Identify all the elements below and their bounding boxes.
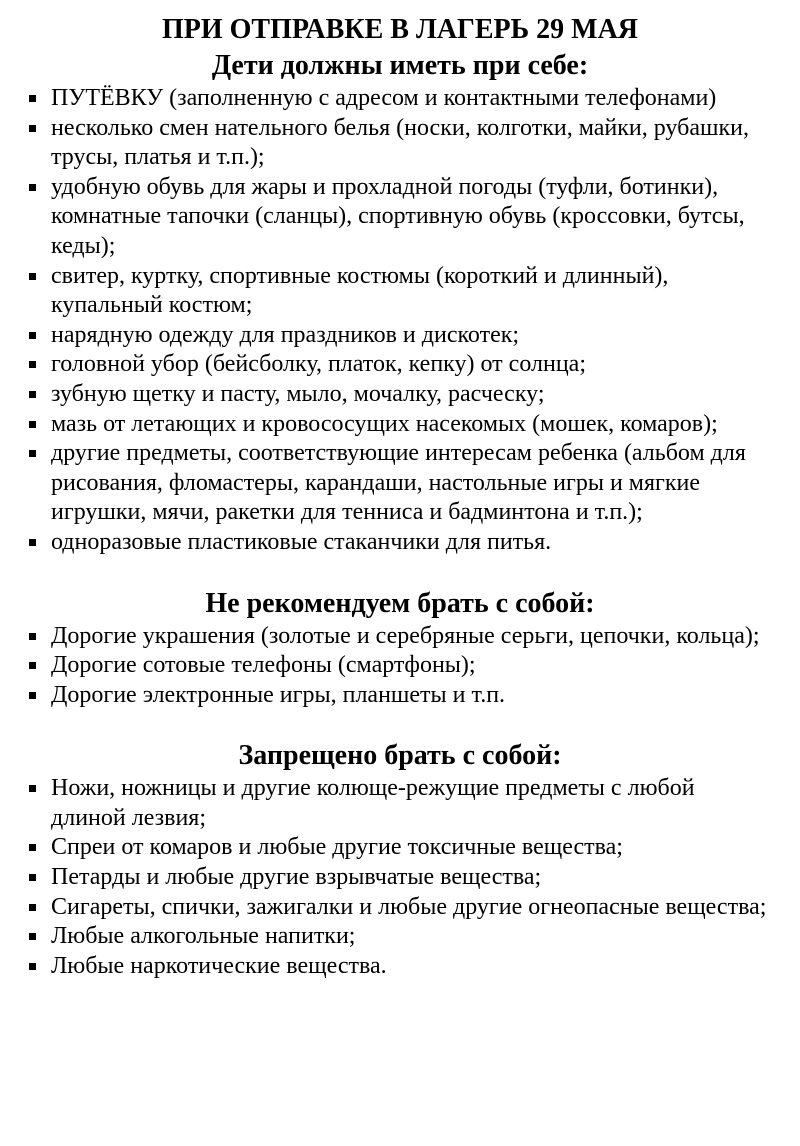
list-item-text: одноразовые пластиковые стаканчики для питья. <box>51 528 552 555</box>
list-item-text: нарядную одежду для праздников и дискотек; <box>51 321 520 348</box>
list-item-text: Дорогие сотовые телефоны (смартфоны); <box>51 652 476 679</box>
square-bullet-icon <box>29 184 36 191</box>
list-item-text: несколько смен нательного белья (носки, колготки, майки, рубашки, трусы, платья и т.п.); <box>51 114 749 171</box>
list-item <box>28 439 772 528</box>
list-item <box>28 173 772 262</box>
list-item-text: Ножи, ножницы и другие колюще-режущие предметы с любой длиной лезвия; <box>51 775 695 831</box>
section-heading-forbidden: Запрещено брать с собой: <box>238 740 562 772</box>
list-item <box>28 321 772 351</box>
forbidden-list <box>28 774 772 981</box>
list-item <box>28 681 772 711</box>
list-item-text: Петарды и любые другие взрывчатые вещества; <box>51 864 542 891</box>
list-item-text: удобную обувь для жары и прохладной погоды (туфли, ботинки), комнатные тапочки (сланцы), спортивную обувь (кроссовки, бутсы, кеды); <box>51 173 745 259</box>
square-bullet-icon <box>29 273 36 280</box>
section-heading-not-recommended: Не рекомендуем брать с собой: <box>205 587 595 619</box>
list-item <box>28 774 772 833</box>
list-item <box>28 84 772 114</box>
list-item-text: мазь от летающих и кровососущих насекомых (мошек, комаров); <box>51 410 718 437</box>
square-bullet-icon <box>29 539 36 546</box>
list-item-text: Спреи от комаров и любые другие токсичные вещества; <box>51 834 623 861</box>
page-title: ПРИ ОТПРАВКЕ В ЛАГЕРЬ 29 МАЯ <box>161 14 639 45</box>
square-bullet-icon <box>29 785 36 792</box>
list-item <box>28 350 772 380</box>
square-bullet-icon <box>29 95 36 102</box>
list-item <box>28 651 772 681</box>
square-bullet-icon <box>29 874 36 881</box>
square-bullet-icon <box>29 450 36 457</box>
list-item <box>28 528 772 558</box>
list-item <box>28 380 772 410</box>
list-item-text: зубную щетку и пасту, мыло, мочалку, расческу; <box>51 380 545 407</box>
list-item <box>28 114 772 173</box>
section-heading-must-have: Дети должны иметь при себе: <box>211 50 589 81</box>
square-bullet-icon <box>29 332 36 339</box>
must-have-list <box>28 84 772 558</box>
square-bullet-icon <box>29 421 36 428</box>
list-item-text: Дорогие украшения (золотые и серебряные серьги, цепочки, кольца); <box>51 622 760 649</box>
square-bullet-icon <box>29 361 36 368</box>
list-item-text: свитер, куртку, спортивные костюмы (короткий и длинный), купальный костюм; <box>51 262 669 319</box>
square-bullet-icon <box>29 633 36 640</box>
list-item-text: Сигареты, спички, зажигалки и любые другие огнеопасные вещества; <box>51 893 767 920</box>
list-item-text: другие предметы, соответствующие интересам ребенка (альбом для рисования, фломастеры, карандаши, настольные игры и мягкие игрушки, мячи, ракетки для тенниса и бадминтона и т.п.); <box>51 440 746 526</box>
list-item <box>28 922 772 952</box>
square-bullet-icon <box>29 391 36 398</box>
list-item <box>28 622 772 652</box>
square-bullet-icon <box>29 662 36 669</box>
square-bullet-icon <box>29 125 36 132</box>
list-item <box>28 833 772 863</box>
list-item-text: ПУТЁВКУ (заполненную с адресом и контактными телефонами) <box>51 85 717 111</box>
not-recommended-list <box>28 622 772 711</box>
list-item <box>28 893 772 923</box>
list-item-text: Дорогие электронные игры, планшеты и т.п. <box>51 681 506 708</box>
square-bullet-icon <box>29 963 36 970</box>
square-bullet-icon <box>29 904 36 911</box>
list-item-text: головной убор (бейсболку, платок, кепку) от солнца; <box>51 351 586 378</box>
list-item <box>28 952 772 982</box>
square-bullet-icon <box>29 933 36 940</box>
list-item <box>28 863 772 893</box>
square-bullet-icon <box>29 844 36 851</box>
list-item <box>28 410 772 440</box>
square-bullet-icon <box>29 692 36 699</box>
list-item-text: Любые наркотические вещества. <box>51 952 387 979</box>
list-item-text: Любые алкогольные напитки; <box>51 923 356 950</box>
list-item <box>28 262 772 321</box>
